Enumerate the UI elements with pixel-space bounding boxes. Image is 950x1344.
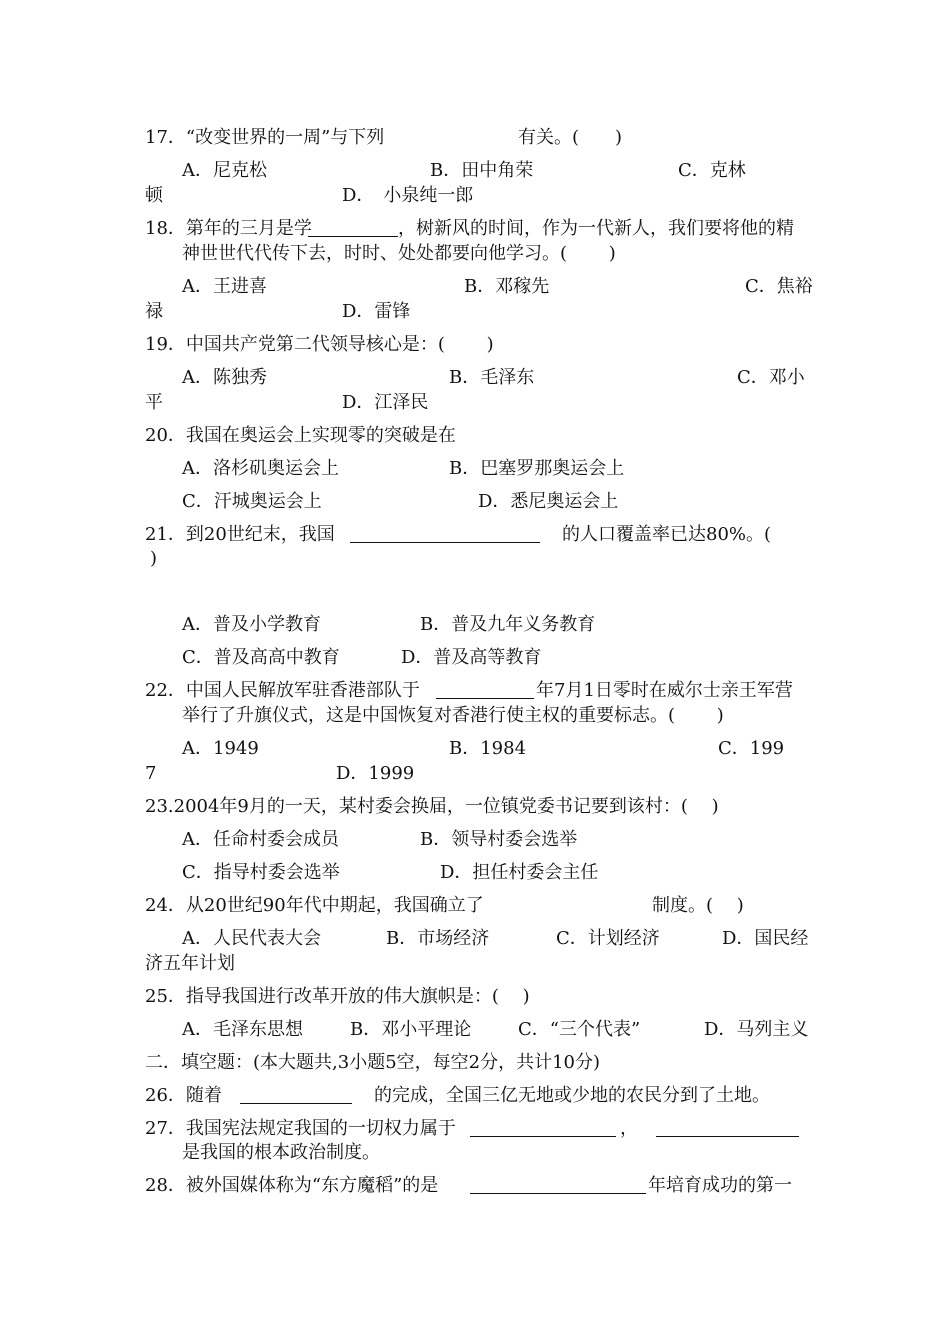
q22-stem-middle: 年7月1日零时在威尔士亲王军营 [536,680,793,701]
q22-answer-blank [436,680,534,699]
q20-option-b: B．巴塞罗那奥运会上 [449,458,625,479]
q26-answer-blank [240,1085,352,1104]
q20-stem: 20．我国在奥运会上实现零的突破是在 [145,425,456,446]
q25-option-b: B．邓小平理论 [350,1019,472,1040]
q26-stem-start: 26．随着 [145,1085,222,1106]
q25-option-a: A．毛泽东思想 [182,1019,303,1040]
q24-option-d: D．国民经 [722,928,809,949]
q21-option-d: D．普及高等教育 [401,647,542,668]
q22-option-d: D．1999 [336,763,415,784]
q18-option-d: D．雷锋 [342,301,411,322]
q18-option-c-continued: 禄 [145,301,163,322]
q27-stem-start: 27．我国宪法规定我国的一切权力属于 [145,1118,456,1139]
q18-option-c: C．焦裕 [745,276,813,297]
q25-option-c: C．“三个代表” [518,1019,641,1040]
q24-option-d-continued: 济五年计划 [145,953,235,974]
q17-option-d: D． 小泉纯一郎 [342,185,474,206]
q22-stem-start: 22．中国人民解放军驻香港部队于 [145,680,420,701]
q23-stem: 23.2004年9月的一天，某村委会换届，一位镇党委书记要到该村：( ) [145,796,719,817]
q28-stem-end: 年培育成功的第一 [648,1175,792,1196]
q20-option-d: D．悉尼奥运会上 [478,491,619,512]
q21-stem-end: 的人口覆盖率已达80%。( [562,524,772,545]
q18-option-b: B．邓稼先 [464,276,550,297]
q24-option-a: A．人民代表大会 [182,928,321,949]
q17-stem-start: 17．“改变世界的一周”与下列 [145,127,385,148]
q27-stem-end: 是我国的根本政治制度。 [182,1142,380,1163]
section2-title: 二．填空题：(本大题共,3小题5空，每空2分，共计10分) [145,1052,601,1073]
q23-option-c: C．指导村委会选举 [182,862,340,883]
q19-stem: 19．中国共产党第二代领导核心是：( ) [145,334,494,355]
q17-option-b: B．田中角荣 [430,160,534,181]
q27-answer-blank-1 [470,1118,616,1137]
q26-stem-end: 的完成，全国三亿无地或少地的农民分到了土地。 [374,1085,770,1106]
q19-option-b: B．毛泽东 [449,367,535,388]
q23-option-d: D．担任村委会主任 [440,862,599,883]
q23-option-b: B．领导村委会选举 [420,829,578,850]
q24-stem-start: 24．从20世纪90年代中期起，我国确立了 [145,895,484,916]
q24-option-c: C．计划经济 [556,928,660,949]
q21-answer-blank [350,524,540,543]
q17-option-c-continued: 顿 [145,185,163,206]
q22-stem-end: 举行了升旗仪式，这是中国恢复对香港行使主权的重要标志。( ) [182,705,724,726]
q17-option-c: C．克林 [678,160,746,181]
q22-option-c-continued: 7 [145,763,157,784]
q18-stem-start: 18．第年的三月是学 [145,218,312,239]
q18-stem-middle: ，树新风的时间，作为一代新人，我们要将他的精 [398,218,794,239]
q21-stem-start: 21．到20世纪末，我国 [145,524,335,545]
q23-option-a: A．任命村委会成员 [182,829,339,850]
q21-stem-paren: ) [150,548,158,569]
q19-option-a: A．陈独秀 [182,367,267,388]
q21-option-c: C．普及高高中教育 [182,647,340,668]
q19-option-d: D．江泽民 [342,392,429,413]
q27-answer-blank-2 [656,1118,799,1137]
q24-option-b: B．市场经济 [386,928,490,949]
q20-option-a: A．洛杉矶奥运会上 [182,458,339,479]
q17-stem-end: 有关。( ) [518,127,623,148]
q20-option-c: C．汗城奥运会上 [182,491,322,512]
q21-option-b: B．普及九年义务教育 [420,614,596,635]
q22-option-b: B．1984 [449,738,527,759]
q19-option-c: C．邓小 [737,367,805,388]
q28-stem-start: 28．被外国媒体称为“东方魔稻”的是 [145,1175,439,1196]
q18-stem-end: 神世世代代传下去，时时、处处都要向他学习。( ) [182,243,616,264]
q18-answer-blank [308,218,398,237]
q18-option-a: A．王进喜 [182,276,267,297]
q28-answer-blank [470,1175,646,1194]
q24-stem-end: 制度。( ) [652,895,744,916]
q17-option-a: A．尼克松 [182,160,267,181]
q25-stem: 25．指导我国进行改革开放的伟大旗帜是：( ) [145,986,530,1007]
q25-option-d: D．马列主义 [704,1019,809,1040]
q21-option-a: A．普及小学教育 [182,614,321,635]
q22-option-a: A．1949 [182,738,259,759]
q19-option-c-continued: 平 [145,392,163,413]
q22-option-c: C．199 [718,738,785,759]
q27-stem-comma: ， [620,1118,638,1139]
